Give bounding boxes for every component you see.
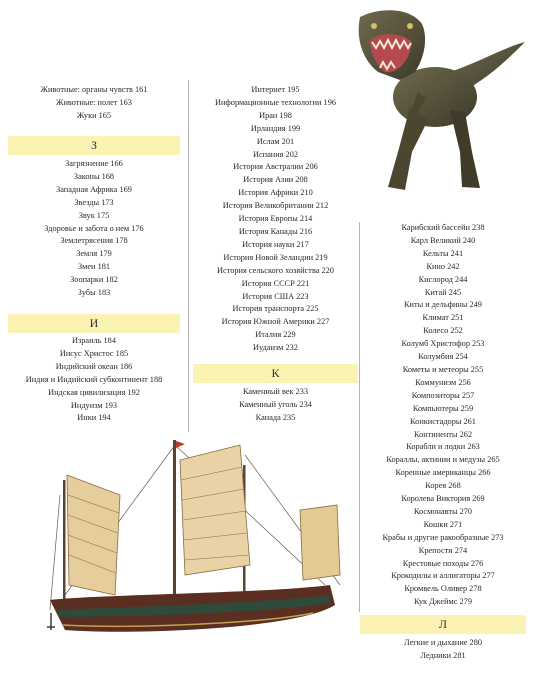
entries-z bbox=[8, 158, 180, 300]
entries-k bbox=[193, 386, 358, 425]
index-entry: История Великобритании 212 bbox=[222, 201, 329, 211]
index-entry: Климат 251 bbox=[422, 313, 464, 323]
index-entry: Индуизм 193 bbox=[70, 400, 118, 410]
index-entry: Интернет 195 bbox=[251, 85, 300, 94]
index-entry: Каменный век 233 bbox=[242, 387, 309, 396]
index-entry: Животные: органы чувств 161 bbox=[40, 85, 148, 94]
index-entry: Ледники 281 bbox=[420, 650, 466, 660]
index-entry: Жуки 165 bbox=[76, 110, 112, 120]
index-entry: Звезды 173 bbox=[74, 197, 114, 207]
index-entry: Западная Африка 169 bbox=[56, 184, 132, 194]
index-entry: История транспорта 225 bbox=[232, 304, 319, 314]
index-entry: Континенты 262 bbox=[413, 429, 473, 439]
index-entry: История Азии 208 bbox=[243, 175, 308, 185]
index-entry: Компьютеры 259 bbox=[412, 403, 474, 413]
index-entry: История Канады 216 bbox=[238, 226, 313, 236]
index-entry: Индская цивилизация 192 bbox=[48, 387, 140, 397]
index-entry: Крепости 274 bbox=[418, 545, 468, 555]
entries-i-continued bbox=[193, 84, 358, 355]
index-entry: Канада 235 bbox=[255, 412, 296, 422]
index-entry: Киты и дельфины 249 bbox=[404, 300, 482, 310]
index-entry: Кораллы, актинии и медузы 265 bbox=[386, 455, 500, 465]
letter-band-z: З bbox=[8, 136, 180, 155]
index-entry: Космонавты 270 bbox=[413, 506, 473, 516]
index-entry: Кошки 271 bbox=[423, 519, 463, 529]
index-entry: Италия 229 bbox=[255, 330, 296, 340]
index-entry: Законы 168 bbox=[73, 171, 115, 181]
index-entry: История Южной Америки 227 bbox=[221, 317, 330, 327]
index-entry: Ислам 201 bbox=[256, 136, 295, 146]
column-divider-1 bbox=[188, 80, 189, 432]
index-entry: Коренные американцы 266 bbox=[395, 468, 491, 478]
index-entry: Землетрясения 178 bbox=[60, 236, 128, 246]
index-entry: Змеи 181 bbox=[77, 262, 111, 272]
index-entry: Инки 194 bbox=[77, 413, 111, 423]
entries-l bbox=[360, 637, 526, 663]
index-entry: История сельского хозяйства 220 bbox=[217, 265, 334, 275]
index-entry: История Новой Зеландии 219 bbox=[223, 252, 328, 262]
index-entry: Колумб Христофор 253 bbox=[401, 339, 485, 349]
index-entry: Зубы 183 bbox=[77, 288, 111, 298]
index-entry: Кислород 244 bbox=[418, 274, 468, 284]
letter-band-k: К bbox=[193, 364, 358, 383]
index-entry: Кельты 241 bbox=[422, 248, 464, 258]
entries-i bbox=[8, 335, 180, 425]
entries-zh bbox=[8, 84, 180, 123]
index-entry: Информационные технологии 196 bbox=[214, 97, 336, 107]
index-entry: Корея 268 bbox=[425, 481, 461, 491]
index-entry: Иран 198 bbox=[259, 110, 292, 120]
index-entry: История Европы 214 bbox=[238, 214, 313, 224]
index-entry: Коммунизм 256 bbox=[415, 377, 471, 387]
index-entry: Крестовые походы 276 bbox=[402, 558, 484, 568]
index-entry: Колумбия 254 bbox=[418, 352, 468, 362]
index-entry: Китай 245 bbox=[424, 287, 462, 297]
index-entry: Животные: полет 163 bbox=[56, 97, 132, 107]
index-entry: История Австралии 206 bbox=[233, 162, 318, 172]
index-entry: Ирландия 199 bbox=[250, 123, 301, 133]
index-entry: Карибский бассейн 238 bbox=[401, 223, 485, 232]
index-entry: Конкистадоры 261 bbox=[410, 416, 476, 426]
index-entry: Карл Великий 240 bbox=[410, 235, 476, 245]
index-entry: Кометы и метеоры 255 bbox=[402, 364, 484, 374]
index-entry: Звук 175 bbox=[78, 210, 110, 220]
index-entry: История Африки 210 bbox=[238, 188, 313, 198]
letter-band-l: Л bbox=[360, 615, 526, 634]
index-entry: Зоопарки 182 bbox=[70, 275, 118, 285]
index-entry: Каменный уголь 234 bbox=[239, 399, 312, 409]
index-entry: Королева Виктория 269 bbox=[401, 494, 485, 504]
index-entry: Индийский океан 186 bbox=[55, 361, 133, 371]
index-entry: Кромвель Оливер 278 bbox=[404, 584, 482, 594]
index-entry: Крабы и другие ракообразные 273 bbox=[382, 532, 504, 542]
index-entry: История науки 217 bbox=[242, 239, 309, 249]
index-entry: Земля 179 bbox=[76, 249, 112, 259]
index-entry: Иисус Христос 185 bbox=[59, 348, 129, 358]
index-entry: Испания 202 bbox=[252, 149, 298, 159]
letter-band-i: И bbox=[8, 314, 180, 333]
index-entry: Крокодилы и аллигаторы 277 bbox=[391, 571, 495, 581]
index-entry: Легкие и дыхание 280 bbox=[404, 638, 482, 647]
index-entry: История СССР 221 bbox=[241, 278, 310, 288]
index-entry: Загрязнение 166 bbox=[65, 159, 123, 168]
index-entry: Здоровье и забота о нем 176 bbox=[44, 223, 144, 233]
index-entry: Колесо 252 bbox=[423, 326, 463, 336]
index-entry: Иудаизм 232 bbox=[253, 343, 298, 353]
index-entry: Кук Джеймс 279 bbox=[413, 597, 473, 607]
index-entry: Израиль 184 bbox=[72, 336, 116, 345]
index-entry: Композиторы 257 bbox=[411, 390, 475, 400]
tyrannosaurus-illustration bbox=[340, 2, 530, 197]
entries-k-continued bbox=[360, 222, 526, 609]
index-entry: История США 223 bbox=[242, 291, 309, 301]
index-entry: Кино 242 bbox=[426, 261, 460, 271]
junk-ship-illustration bbox=[45, 435, 345, 650]
index-entry: Корабли и лодки 263 bbox=[406, 442, 480, 452]
index-entry: Индия и Индийский субконтинент 188 bbox=[25, 374, 163, 384]
